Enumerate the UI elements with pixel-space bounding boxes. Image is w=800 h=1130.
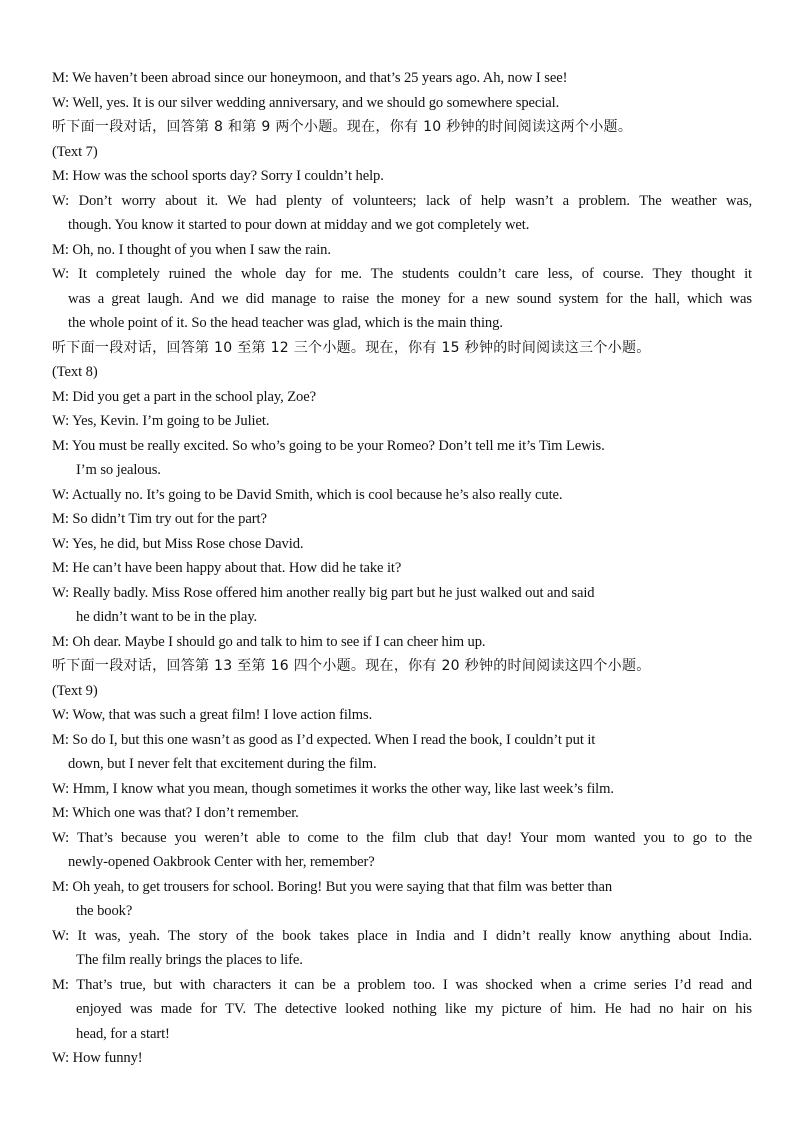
dialogue-line-continuation: head, for a start! [76, 1025, 170, 1042]
dialogue-line-continuation: newly-opened Oakbrook Center with her, remember? [68, 854, 375, 870]
dialogue-line-woman: W: Actually no. It’s going to be David Smith, which is cool because he’s also really cute. [52, 486, 563, 503]
dialogue-line-man: M: Oh yeah, to get trousers for school. Boring! But you were saying that that film was better than [52, 878, 613, 895]
document-page [52, 66, 752, 1071]
dialogue-line-woman: W: Yes, Kevin. I’m going to be Juliet. [52, 413, 270, 429]
dialogue-line-continuation: though. You know it started to pour down at midday and we got completely wet. [68, 217, 530, 233]
dialogue-line-man: M: You must be really excited. So who’s going to be your Romeo? Don’t tell me it’s Tim Lewis. [52, 437, 605, 454]
dialogue-line-woman: W: Hmm, I know what you mean, though sometimes it works the other way, like last week’s film. [52, 780, 614, 797]
text-heading: (Text 9) [52, 682, 98, 699]
dialogue-line-man: M: So do I, but this one wasn’t as good as I’d expected. When I read the book, I couldn’t put it [52, 731, 596, 748]
dialogue-line-continuation: the whole point of it. So the head teacher was glad, which is the main thing. [68, 315, 503, 331]
dialogue-line-continuation: was a great laugh. And we did manage to raise the money for a new sound system for the hall, which was [68, 290, 752, 307]
text-heading: (Text 8) [52, 364, 98, 380]
dialogue-line-man: M: How was the school sports day? Sorry I couldn’t help. [52, 168, 384, 184]
dialogue-line-continuation: he didn’t want to be in the play. [76, 609, 258, 625]
dialogue-line-man: M: So didn’t Tim try out for the part? [52, 511, 267, 527]
dialogue-line-woman: W: How funny! [52, 1050, 143, 1066]
dialogue-line-woman: W: Well, yes. It is our silver wedding anniversary, and we should go somewhere special. [52, 94, 560, 111]
dialogue-line-continuation: I’m so jealous. [76, 462, 161, 478]
dialogue-line-woman: W: It completely ruined the whole day for me. The students couldn’t care less, of course. They thought it [52, 266, 752, 282]
dialogue-line-woman: W: Yes, he did, but Miss Rose chose David. [52, 535, 304, 552]
instruction-line: 听下面一段对话，回答第 10 至第 12 三个小题。现在，你有 15 秒钟的时间阅读这三个小题。 [52, 339, 651, 356]
dialogue-line-woman: W: Wow, that was such a great film! I love action films. [52, 707, 373, 723]
dialogue-line-woman: W: Really badly. Miss Rose offered him another really big part but he just walked out and said [52, 584, 595, 601]
dialogue-line-continuation: the book? [76, 903, 133, 919]
dialogue-line-man: M: He can’t have been happy about that. How did he take it? [52, 560, 402, 576]
instruction-line: 听下面一段对话，回答第 8 和第 9 两个小题。现在，你有 10 秒钟的时间阅读这两个小题。 [52, 119, 633, 135]
dialogue-line-man: M: Which one was that? I don’t remember. [52, 805, 299, 821]
dialogue-line-continuation: down, but I never felt that excitement during the film. [68, 756, 377, 772]
dialogue-line-man: M: Oh dear. Maybe I should go and talk to him to see if I can cheer him up. [52, 633, 486, 650]
dialogue-line-man: M: That’s true, but with characters it can be a problem too. I was shocked when a crime series I’d read and [52, 976, 752, 993]
dialogue-line-man: M: We haven’t been abroad since our honeymoon, and that’s 25 years ago. Ah, now I see! [52, 70, 568, 86]
dialogue-line-continuation: The film really brings the places to life. [76, 952, 303, 968]
dialogue-line-man: M: Oh, no. I thought of you when I saw the rain. [52, 241, 331, 258]
dialogue-line-man: M: Did you get a part in the school play, Zoe? [52, 388, 316, 405]
dialogue-line-woman: W: That’s because you weren’t able to come to the film club that day! Your mom wanted you to go to the [52, 829, 752, 846]
dialogue-line-woman: W: Don’t worry about it. We had plenty of volunteers; lack of help wasn’t a problem. The weather was, [52, 192, 752, 209]
dialogue-line-woman: W: It was, yeah. The story of the book takes place in India and I didn’t really know anything about India. [52, 927, 752, 944]
dialogue-line-continuation: enjoyed was made for TV. The detective looked nothing like my picture of him. He had no hair on his [76, 1001, 752, 1017]
instruction-line: 听下面一段对话，回答第 13 至第 16 四个小题。现在，你有 20 秒钟的时间阅读这四个小题。 [52, 658, 651, 674]
text-heading: (Text 7) [52, 143, 98, 160]
